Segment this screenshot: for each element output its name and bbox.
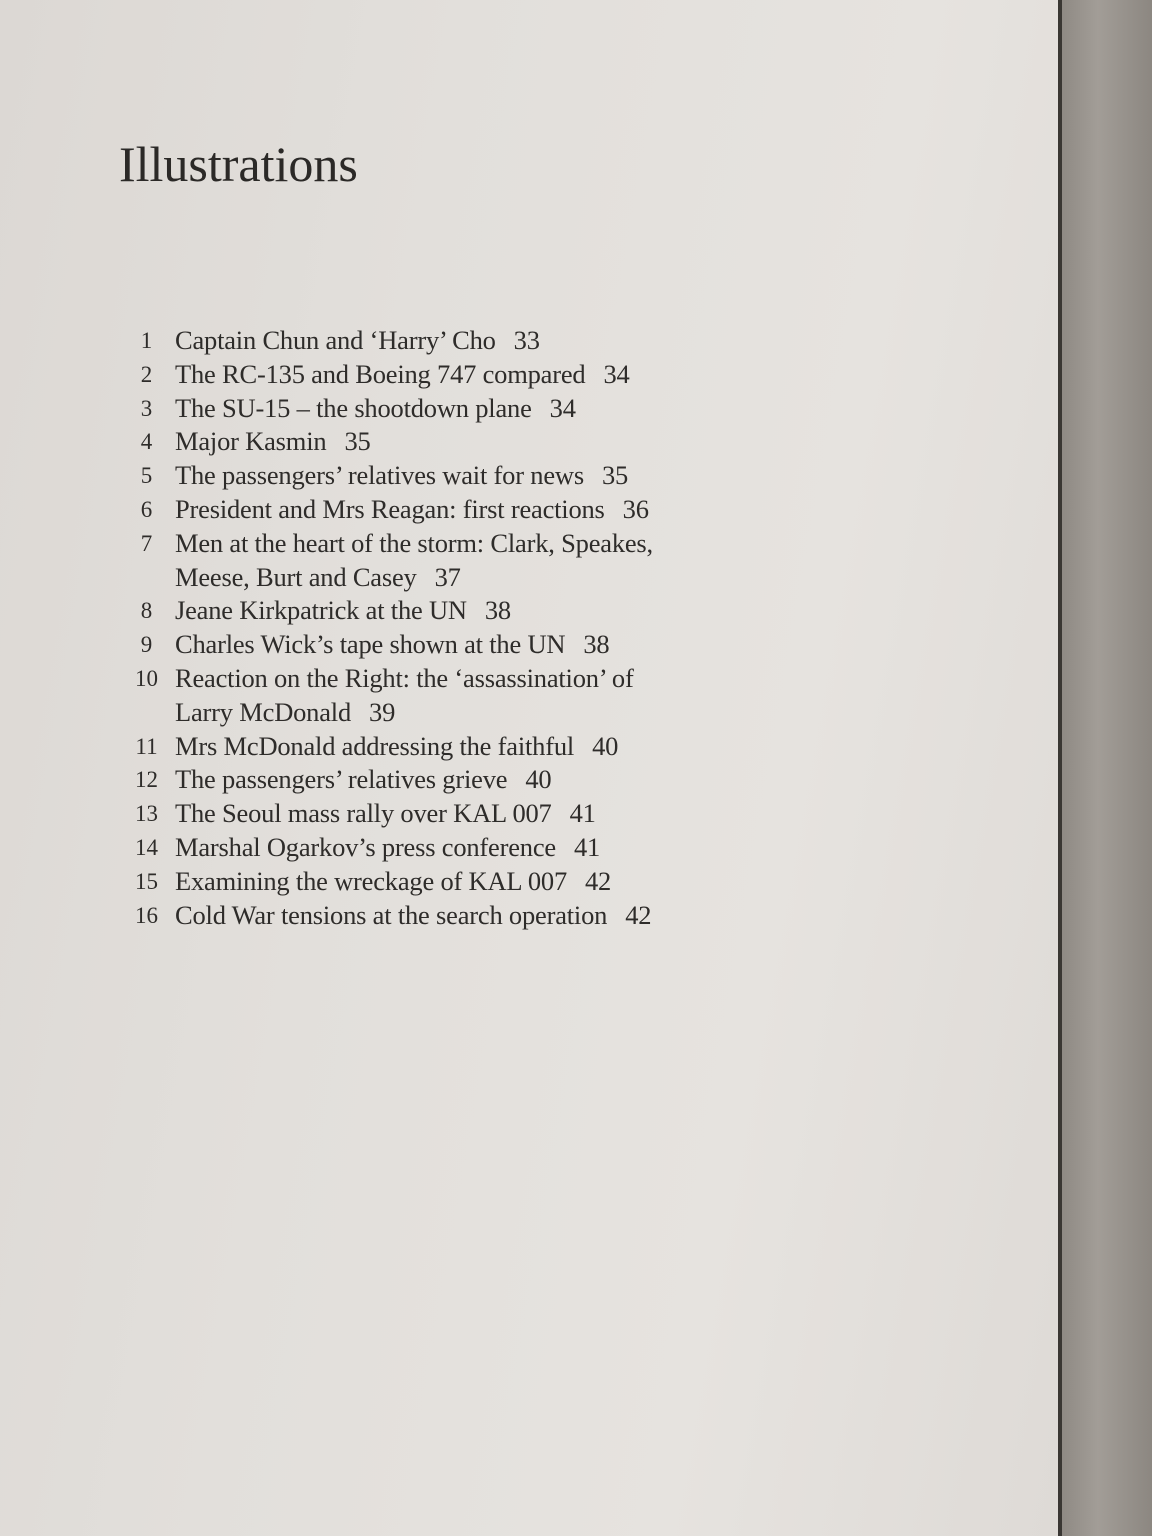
entry-page: 35 <box>601 460 629 491</box>
entry-caption: Captain Chun and ‘Harry’ Cho 33 <box>175 325 540 355</box>
list-item <box>118 899 738 933</box>
entry-caption: Marshal Ogarkov’s press conference 41 <box>175 831 601 862</box>
entry-number: 15 <box>135 868 158 894</box>
entry-page: 39 <box>369 696 396 727</box>
entry-number: 9 <box>140 632 153 658</box>
entry-page: 42 <box>625 899 652 930</box>
entry-page: 37 <box>434 561 461 592</box>
entry-caption: Men at the heart of the storm: Clark, Speakes, Meese, Burt and Casey 37 <box>175 527 653 592</box>
entry-caption: The Seoul mass rally over KAL 007 41 <box>175 798 596 829</box>
book-backing <box>1062 0 1152 1536</box>
entry-caption: The passengers’ relatives wait for news 35 <box>175 460 629 491</box>
entry-number: 5 <box>140 463 153 489</box>
entry-page: 40 <box>592 730 619 761</box>
list-item <box>118 730 738 764</box>
entry-number: 10 <box>135 665 158 691</box>
list-item <box>118 628 738 662</box>
entry-page: 36 <box>622 493 649 524</box>
list-item <box>118 594 738 628</box>
illustrations-list <box>118 324 738 932</box>
list-item <box>118 324 738 358</box>
entry-caption: The SU-15 – the shootdown plane 34 <box>175 392 576 423</box>
entry-caption: Jeane Kirkpatrick at the UN 38 <box>175 595 511 626</box>
entry-caption: Examining the wreckage of KAL 007 42 <box>175 865 612 896</box>
entry-caption: Major Kasmin 35 <box>175 426 371 457</box>
list-item <box>118 493 738 527</box>
entry-number: 16 <box>135 902 158 928</box>
entry-number: 8 <box>140 598 153 624</box>
list-item <box>118 763 738 797</box>
list-item <box>118 662 738 730</box>
entry-caption: Reaction on the Right: the ‘assassination’ of Larry McDonald 39 <box>175 662 634 727</box>
entry-page: 35 <box>344 426 371 457</box>
list-item <box>118 797 738 831</box>
entry-page: 41 <box>573 831 601 862</box>
entry-page: 34 <box>549 392 576 423</box>
entry-caption: The RC-135 and Boeing 747 compared 34 <box>175 358 630 389</box>
entry-caption: Charles Wick’s tape shown at the UN 38 <box>175 629 610 660</box>
list-item <box>118 865 738 899</box>
entry-number: 3 <box>140 395 153 421</box>
page-title: Illustrations <box>119 136 358 192</box>
list-item <box>118 358 738 392</box>
entry-number: 2 <box>140 361 153 387</box>
entry-number: 6 <box>140 496 153 522</box>
entry-page: 33 <box>513 325 540 355</box>
entry-caption: Cold War tensions at the search operation 42 <box>175 899 652 930</box>
list-item <box>118 425 738 459</box>
list-item <box>118 392 738 426</box>
list-item <box>118 527 738 595</box>
list-item <box>118 831 738 865</box>
entry-page: 38 <box>583 629 610 660</box>
entry-page: 34 <box>603 358 630 389</box>
entry-number: 14 <box>135 834 158 860</box>
entry-number: 4 <box>140 429 153 455</box>
entry-number: 12 <box>135 767 158 793</box>
entry-number: 1 <box>140 328 153 353</box>
entry-caption: Mrs McDonald addressing the faithful 40 <box>175 730 619 761</box>
entry-page: 42 <box>585 865 612 896</box>
entry-caption: President and Mrs Reagan: first reactions 36 <box>175 493 649 524</box>
entry-page: 38 <box>484 595 511 626</box>
entry-number: 7 <box>140 530 153 556</box>
entry-number: 11 <box>135 733 158 759</box>
entry-caption: The passengers’ relatives grieve 40 <box>175 764 552 795</box>
entry-number: 13 <box>135 801 158 827</box>
entry-page: 40 <box>525 764 552 795</box>
entry-page: 41 <box>569 798 596 829</box>
list-item <box>118 459 738 493</box>
